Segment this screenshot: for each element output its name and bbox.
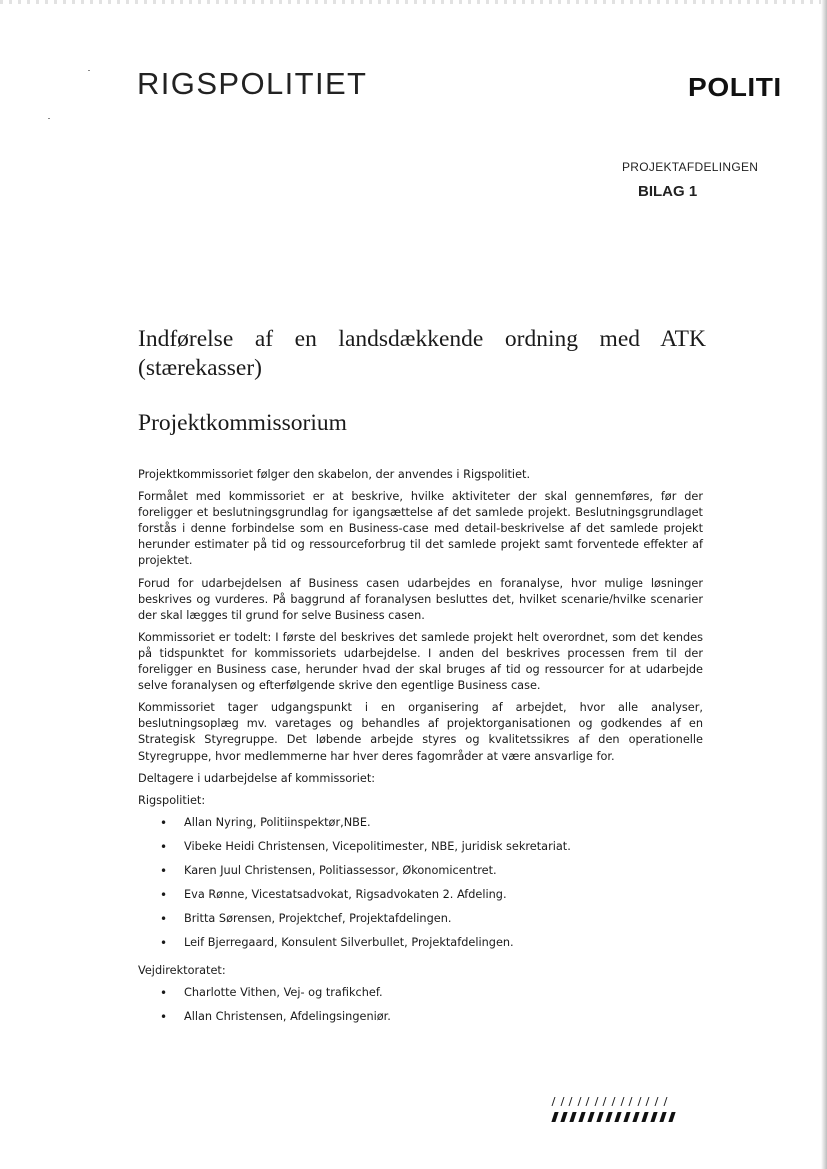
appendix-label: BILAG 1 (638, 183, 698, 200)
scan-speck (88, 70, 90, 71)
organization-name: RIGSPOLITIET (137, 66, 368, 101)
member-name: Eva Rønne, Vicestatsadvokat, Rigsadvokaten 2. Afdeling. (184, 887, 507, 901)
document-body (138, 467, 703, 1037)
member-name: Britta Sørensen, Projektchef, Projektafdelingen. (184, 911, 452, 925)
group-name: Vejdirektoratet: (138, 963, 226, 977)
scan-artifact-edge (821, 0, 827, 1169)
list-item (138, 887, 703, 911)
bullet-icon: • (160, 1009, 168, 1024)
paragraph: Forud for udarbejdelsen af Business casen udarbejdes en foranalyse, hvor mulige løsninger beskrives og vurderes. På baggrund af foranalysen besluttes det, hvilket scenarie/hvilke scenarier der skal lægges til grund for selve Business casen. (138, 576, 703, 622)
list-item (138, 839, 703, 863)
member-name: Charlotte Vithen, Vej- og trafikchef. (184, 985, 383, 999)
politi-logo: POLITI (688, 72, 782, 102)
bullet-icon: • (160, 911, 168, 926)
member-list (138, 815, 703, 959)
paragraph: Projektkommissoriet følger den skabelon, der anvendes i Rigspolitiet. (138, 468, 531, 481)
member-name: Leif Bjerregaard, Konsulent Silverbullet, Projektafdelingen. (184, 935, 514, 949)
stripe-row-top (553, 1097, 683, 1109)
list-item (138, 863, 703, 887)
paragraph: Kommissoriet tager udgangspunkt i en organisering af arbejdet, hvor alle analyser, beslutningsoplæg mv. varetages og behandles af projektorganisationen og godkendes af en Strategisk Styregruppe. Det løbende arbejde styres og kvalitetssikres af den operationelle Styregruppe, hvor medlemmerne har hver deres fagområder at være ansvarlige for. (138, 701, 703, 763)
list-item (138, 985, 703, 1009)
member-list (138, 985, 703, 1033)
bullet-icon: • (160, 887, 168, 902)
bullet-icon: • (160, 935, 168, 950)
bullet-icon: • (160, 815, 168, 830)
document-title: Indførelse af en landsdækkende ordning med ATK (stærekasser) (138, 326, 706, 381)
list-item (138, 1009, 703, 1033)
footer-stripe-mark (553, 1097, 683, 1123)
bullet-icon: • (160, 863, 168, 878)
member-name: Allan Christensen, Afdelingsingeniør. (184, 1009, 391, 1023)
group-name: Rigspolitiet: (138, 793, 206, 807)
participants-heading: Deltagere i udarbejdelse af kommissoriet: (138, 771, 376, 785)
list-item (138, 911, 703, 935)
member-name: Vibeke Heidi Christensen, Vicepolitimester, NBE, juridisk sekretariat. (184, 839, 571, 853)
bullet-icon: • (160, 985, 168, 1000)
department-label: PROJEKTAFDELINGEN (622, 160, 759, 174)
list-item (138, 935, 703, 959)
document-subtitle: Projektkommissorium (138, 410, 347, 436)
scan-artifact-top (0, 0, 827, 4)
member-name: Karen Juul Christensen, Politiassessor, Økonomicentret. (184, 863, 497, 877)
paragraph: Kommissoriet er todelt: I første del beskrives det samlede projekt helt overordnet, som det kendes på tidspunktet for kommissoriets udarbejdelse. I anden del beskrives processen frem til der foreligger en Business case, herunder hvad der skal bruges af tid og ressourcer for at udarbejde selve foranalysen og efterfølgende skrive den egentlige Business case. (138, 630, 703, 693)
member-name: Allan Nyring, Politiinspektør,NBE. (184, 815, 371, 829)
stripe-row-bottom (553, 1112, 683, 1124)
list-item (138, 815, 703, 839)
scan-speck (48, 118, 50, 119)
bullet-icon: • (160, 839, 168, 854)
paragraph: Formålet med kommissoriet er at beskrive, hvilke aktiviteter der skal gennemføres, før der foreligger et beslutningsgrundlag for igangsættelse af det samlede projekt. Beslutningsgrundlaget forstås i denne forbindelse som en Business-case med detail-beskrivelse af det samlede projekt herunder estimater på tid og ressourceforbrug til det samlede projekt samt forventede effekter af projektet. (138, 490, 703, 568)
